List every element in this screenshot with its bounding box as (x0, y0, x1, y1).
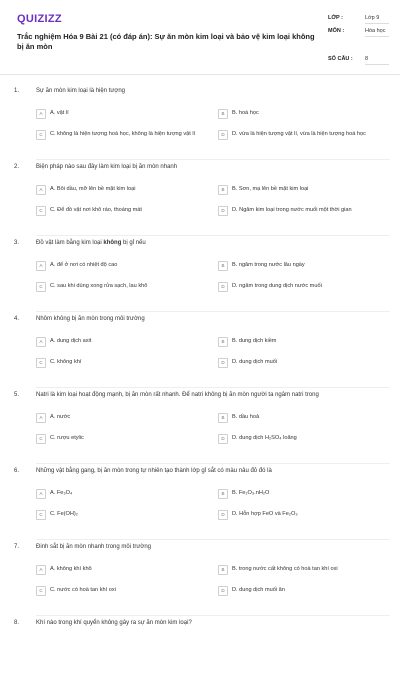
question-item (0, 540, 400, 616)
question-count-label: SỐ CÂU : (328, 56, 353, 62)
option-text: C. nước có hoà tan khí oxi (50, 587, 116, 593)
question-item (0, 388, 400, 464)
option-text: A. vật lí (50, 110, 69, 116)
worksheet-title: Trắc nghiệm Hóa 9 Bài 21 (có đáp án): Sự ăn mòn kim loại và bảo vệ kim loại không bị ăn mòn (17, 32, 315, 51)
option-letter-box: A (36, 489, 46, 499)
subject-value: Hóa học (365, 28, 389, 37)
option-letter-box: D (218, 282, 228, 292)
option-letter-box: B (218, 413, 228, 423)
question-number: 7. (14, 544, 20, 550)
question-text: Đinh sắt bị ăn mòn nhanh trong môi trường (36, 544, 152, 550)
option-text: D. dung dịch muối ăn (232, 587, 285, 593)
option-text: B. dầu hoả (232, 414, 260, 420)
option-letter-box: B (218, 109, 228, 119)
question-item (0, 464, 400, 540)
grade-row (328, 13, 392, 26)
option-text: C. không khí (50, 359, 82, 365)
question-text: Nhôm không bị ăn mòn trong môi trường (36, 316, 145, 322)
quizizz-logo[interactable]: QUIZIZZ (17, 13, 62, 25)
option-letter-box: B (218, 489, 228, 499)
option-letter-box: B (218, 565, 228, 575)
option-text: D. Hỗn hợp FeO và Fe₂O₃ (232, 511, 298, 517)
question-text-end: bị gỉ nếu (121, 240, 146, 246)
question-text: Những vật bằng gang, bị ăn mòn trong tự nhiên tạo thành lớp gỉ sắt có màu nâu đỏ đó là (36, 468, 272, 474)
question-text (36, 240, 386, 246)
option-letter-box: C (36, 130, 46, 140)
option-text: B. dung dịch kiềm (232, 338, 277, 344)
question-item (0, 160, 400, 236)
grade-value: Lớp 9 (365, 15, 389, 24)
option-text: A. Fe₃O₄ (50, 490, 73, 496)
option-letter-box: C (36, 206, 46, 216)
option-text: A. Bôi dầu, mỡ lên bề mặt kim loại (50, 186, 136, 192)
question-number: 4. (14, 316, 20, 322)
option-letter-box: C (36, 510, 46, 520)
option-letter-box: A (36, 109, 46, 119)
option-letter-box: C (36, 358, 46, 368)
option-letter-box: B (218, 185, 228, 195)
question-text-emphasis: không (103, 240, 122, 246)
option-letter-box: A (36, 337, 46, 347)
question-text: Natri là kim loại hoạt động mạnh, bị ăn mòn rất nhanh. Để natri không bị ăn mòn người ta ngâm natri trong (36, 392, 319, 398)
option-text: B. ngâm trong nước lâu ngày (232, 262, 305, 268)
option-letter-box: D (218, 510, 228, 520)
option-text: D. Ngâm kim loại trong nước muối một thời gian (232, 207, 352, 213)
question-text: Khí nào trong khí quyển không gây ra sự ăn mòn kim loại? (36, 620, 192, 626)
question-text: Sự ăn mòn kim loại là hiện tượng (36, 88, 126, 94)
subject-label: MÔN : (328, 28, 345, 34)
option-text: D. vừa là hiện tượng vật lí, vừa là hiện tượng hoá học (232, 131, 366, 137)
option-text: A. dung dịch axit (50, 338, 92, 344)
option-letter-box: A (36, 413, 46, 423)
option-letter-box: A (36, 565, 46, 575)
option-text: D. dung dịch H₂SO₄ loãng (232, 435, 297, 441)
option-text: D. dung dịch muối (232, 359, 278, 365)
option-letter-box: B (218, 261, 228, 271)
option-text: B. Sơn, mạ lên bề mặt kim loại (232, 186, 309, 192)
question-number: 2. (14, 164, 20, 170)
option-letter-box: C (36, 586, 46, 596)
option-letter-box: D (218, 586, 228, 596)
grade-label: LỚP : (328, 15, 343, 21)
option-text: D. ngâm trong dung dịch nước muối (232, 283, 322, 289)
option-text: B. Fe₂O₃.nH₂O (232, 490, 270, 496)
option-text: C. không là hiện tượng hoá học, không là hiện tượng vật lí (50, 131, 196, 137)
option-text: C. sau khi dùng xong rửa sạch, lau khô (50, 283, 148, 289)
option-letter-box: B (218, 337, 228, 347)
option-letter-box: C (36, 282, 46, 292)
question-item (0, 84, 400, 160)
option-text: A. để ở nơi có nhiệt độ cao (50, 262, 118, 268)
option-text: A. không khí khô (50, 566, 92, 572)
question-item (0, 312, 400, 388)
question-item (0, 616, 400, 692)
option-letter-box: D (218, 358, 228, 368)
question-number: 8. (14, 620, 20, 626)
subject-row (328, 26, 392, 54)
option-letter-box: A (36, 261, 46, 271)
worksheet-meta (328, 13, 392, 66)
option-text: C. Fe(OH)₂ (50, 511, 78, 517)
worksheet-header (0, 0, 400, 75)
option-letter-box: D (218, 130, 228, 140)
question-item (0, 236, 400, 312)
question-number: 1. (14, 88, 20, 94)
option-letter-box: A (36, 185, 46, 195)
option-text: B. trong nước cất không có hoà tan khí oxi (232, 566, 338, 572)
option-text: B. hoá học (232, 110, 259, 116)
question-list (0, 84, 400, 692)
question-text: Biện pháp nào sau đây làm kim loại bị ăn mòn nhanh (36, 164, 178, 170)
option-text: C. Để đồ vật nơi khô ráo, thoáng mát (50, 207, 142, 213)
question-number: 6. (14, 468, 20, 474)
question-count-value: 8 (365, 56, 389, 65)
option-letter-box: C (36, 434, 46, 444)
option-text: A. nước (50, 414, 71, 420)
option-letter-box: D (218, 434, 228, 444)
question-number: 5. (14, 392, 20, 398)
question-count-row (328, 54, 392, 66)
option-letter-box: D (218, 206, 228, 216)
question-text-start: Đồ vật làm bằng kim loại (36, 240, 104, 246)
question-number: 3. (14, 240, 20, 246)
option-text: C. rượu etylic (50, 435, 84, 441)
